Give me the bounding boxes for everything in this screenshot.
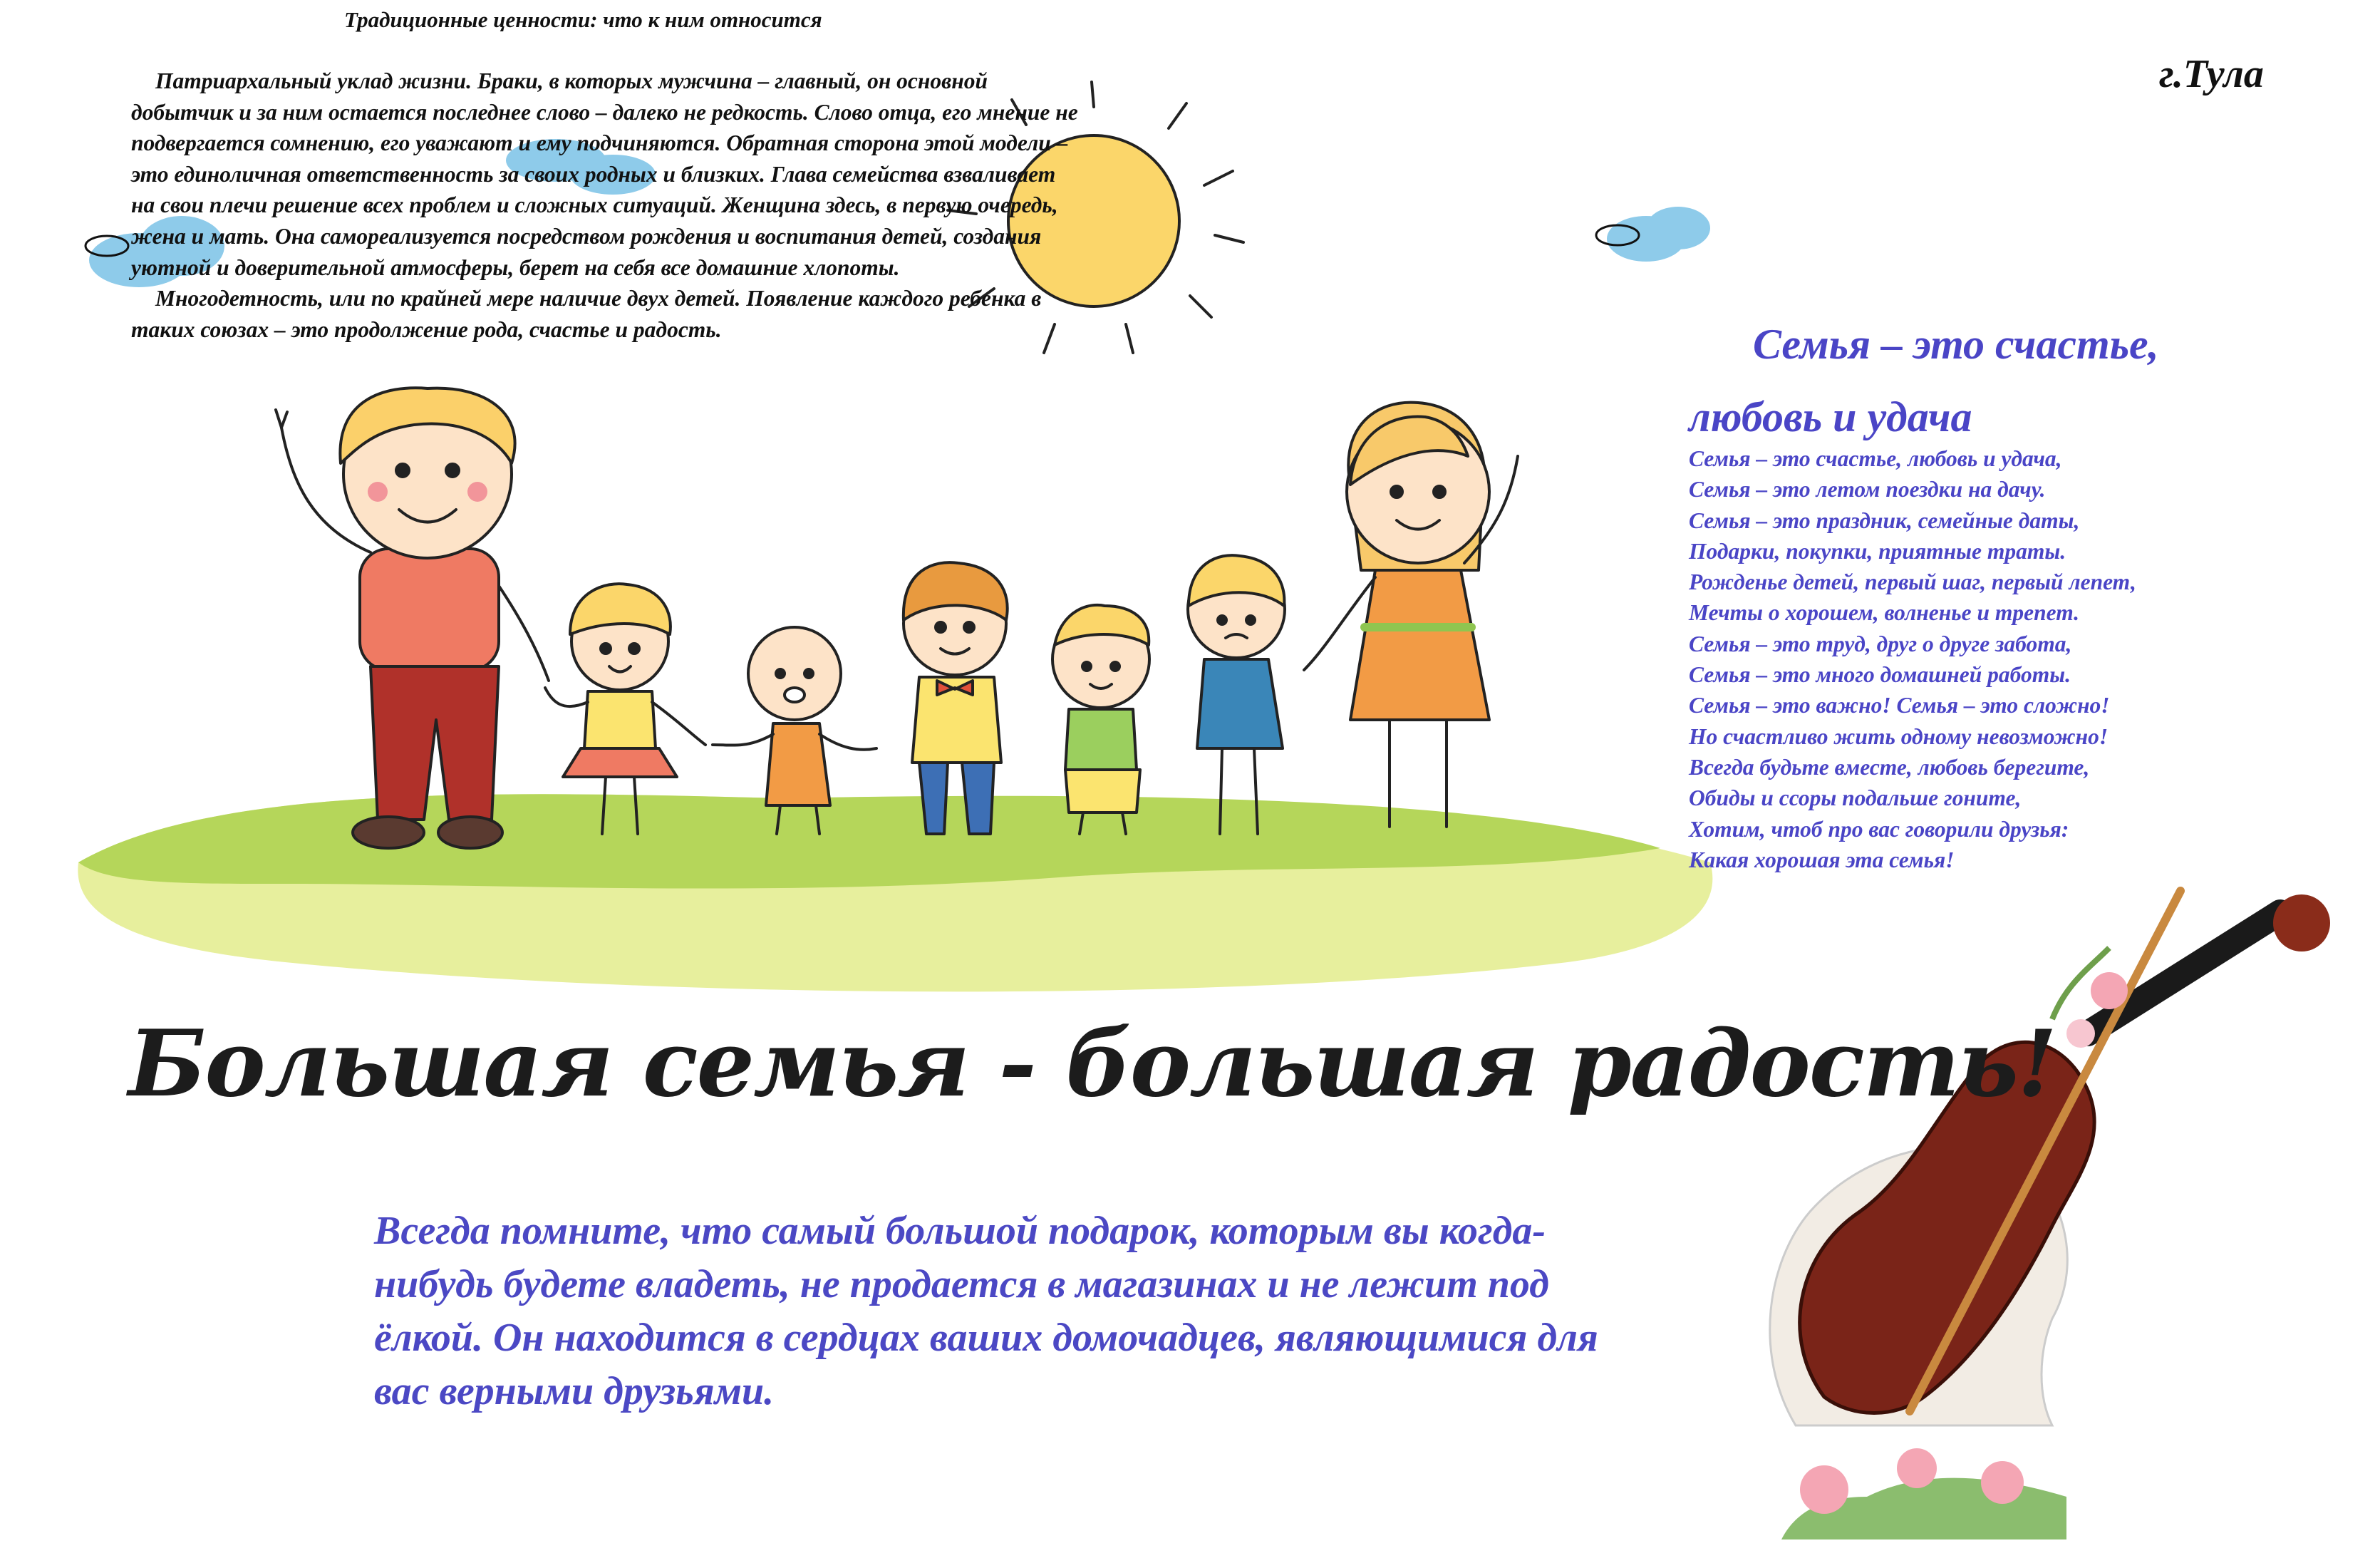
traditions-text xyxy=(131,66,1079,345)
mother-figure xyxy=(1304,403,1518,827)
child-figure xyxy=(1052,605,1149,834)
poem-line: Семья – это много домашней работы. xyxy=(1689,662,2071,688)
family-illustration xyxy=(276,388,1518,848)
poem-line: Семья – это летом поездки на дачу. xyxy=(1689,477,2046,502)
poem-line: Рожденье детей, первый шаг, первый лепет, xyxy=(1689,569,2136,595)
poem-line: Обиды и ссоры подальше гоните, xyxy=(1689,785,2022,811)
violin-illustration xyxy=(1770,891,2330,1539)
city-label: г.Тула xyxy=(2159,52,2264,96)
child-figure xyxy=(1188,555,1285,834)
poem-line: Семья – это счастье, любовь и удача, xyxy=(1689,446,2062,471)
main-headline: Большая семья - большая радость! xyxy=(128,1011,2056,1118)
poem-line: Хотим, чтоб про вас говорили друзья: xyxy=(1689,816,2069,842)
poem-text xyxy=(1689,443,2136,875)
grass-hill xyxy=(78,794,1712,991)
poem-title xyxy=(1689,308,2259,453)
father-figure xyxy=(276,388,549,848)
cloud-icon xyxy=(1596,207,1710,262)
poem-title-line: любовь и удача xyxy=(1689,393,1972,440)
traditions-paragraph: Многодетность, или по крайней мере наличие двух детей. Появление каждого ребенка в таких союзах – это продолжение рода, счастье и радость. xyxy=(131,286,1042,342)
poem-line: Мечты о хорошем, волненье и трепет. xyxy=(1689,600,2079,626)
poem-line: Но счастливо жить одному невозможно! xyxy=(1689,723,2109,749)
traditions-paragraph: Патриархальный уклад жизни. Браки, в которых мужчина – главный, он основной добытчик и за ним остается последнее слово – далеко не редкость. Слово отца, его мнение не подвергается сомнению, его уважают и ему подчиняются. Обратная сторона этой модели – это единоличная ответственность за своих родных и близких. Глава семейства взваливает на свои плечи решение всех проблем и сложных ситуаций. Женщина здесь, в первую очередь, жена и мать. Она самореализуется посредством рождения и воспитания детей, создания уютной и доверительной атмосферы, берет на себя все домашние хлопоты. xyxy=(131,68,1078,280)
poem-line: Семья – это праздник, семейные даты, xyxy=(1689,507,2080,533)
child-figure xyxy=(904,562,1008,834)
traditions-title: Традиционные ценности: что к ним относится xyxy=(344,7,822,32)
poem-line: Какая хорошая эта семья! xyxy=(1689,847,1955,872)
poem-title-line: Семья – это счастье, xyxy=(1753,321,2159,368)
gift-quote: Всегда помните, что самый большой подарок, которым вы когда-нибудь будете владеть, не продается в магазинах и не лежит под ёлкой. Он находится в сердцах ваших домочадцев, являющимися для вас верными друзьями. xyxy=(374,1209,1598,1413)
poem-line: Всегда будьте вместе, любовь берегите, xyxy=(1689,754,2090,780)
poem-line: Семья – это важно! Семья – это сложно! xyxy=(1689,693,2110,718)
poem-line: Семья – это труд, друг о друге забота, xyxy=(1689,631,2072,656)
poem-line: Подарки, покупки, приятные траты. xyxy=(1689,538,2066,564)
